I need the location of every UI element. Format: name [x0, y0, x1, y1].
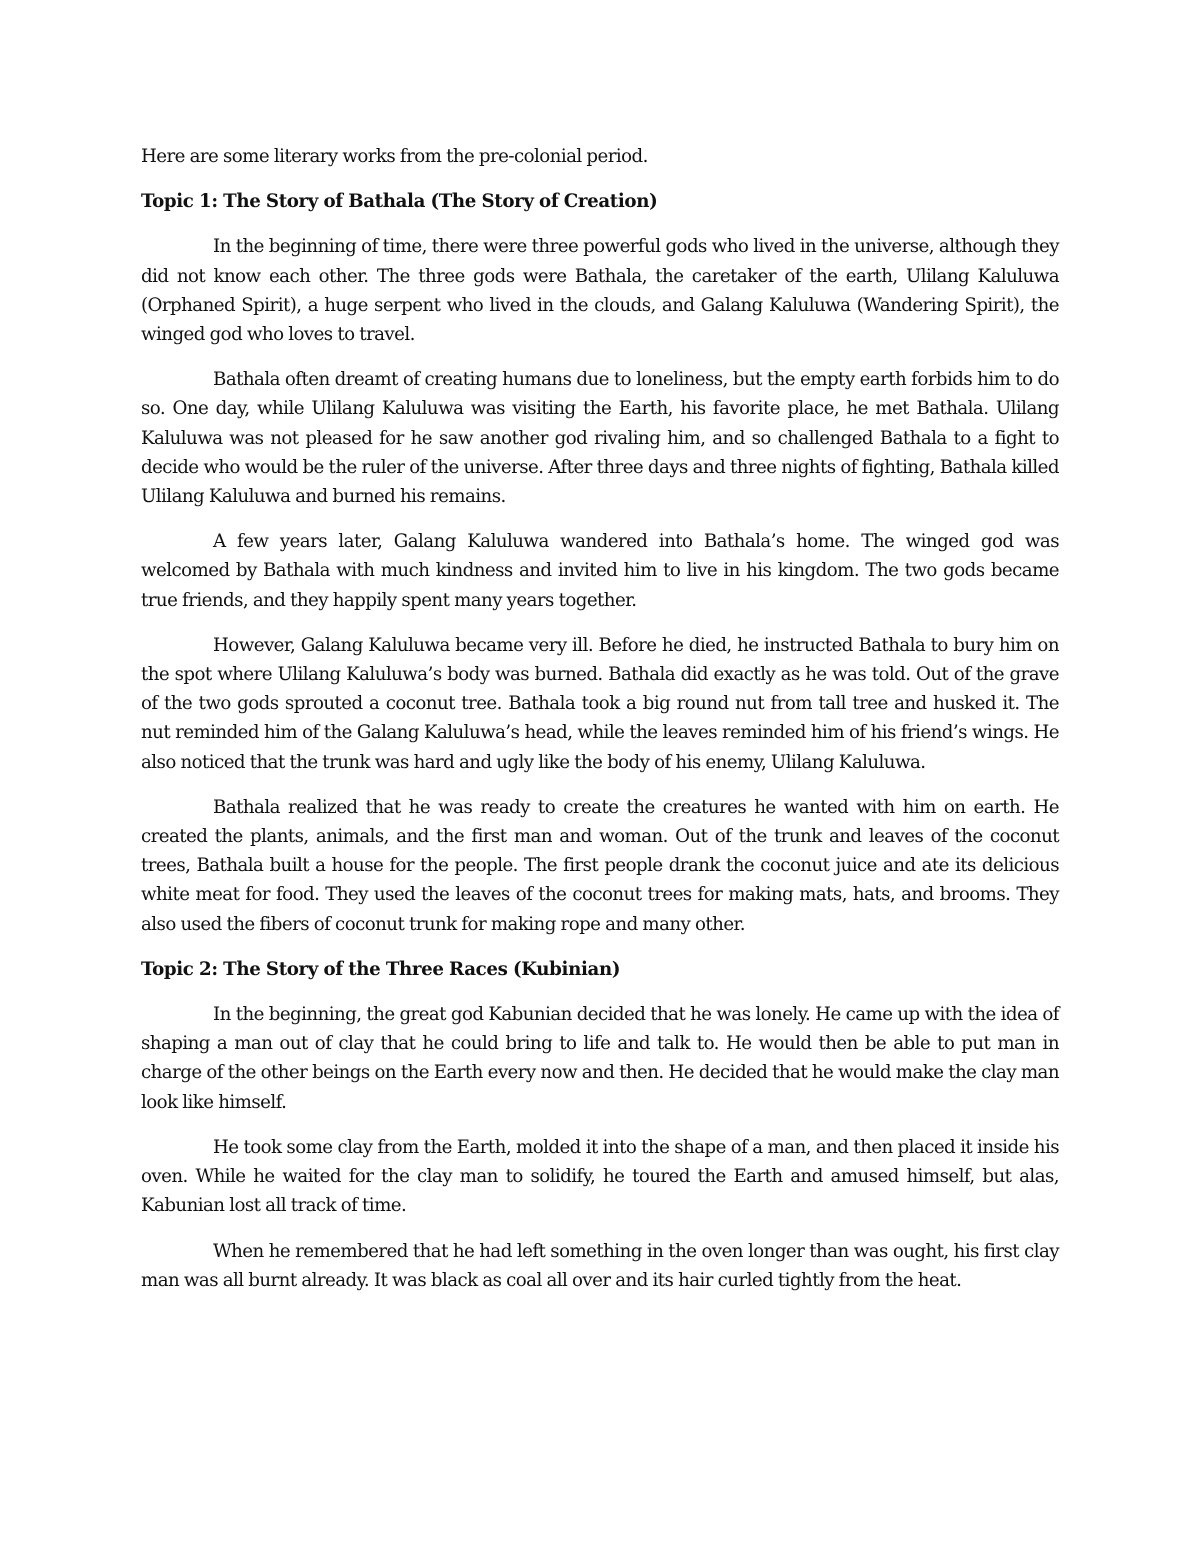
- topic-1-paragraph-4: However, Galang Kaluluwa became very ill. Before he died, he instructed Bathala to bury him on the spot where Ulilang Kaluluwa’s body was burned. Bathala did exactly as he was told. Out of the grave of the two gods sprouted a coconut tree. Bathala took a big round nut from tall tree and husked it. The nut reminded him of the Galang Kaluluwa’s head, while the leaves reminded him of his friend’s wings. He also noticed that the trunk was hard and ugly like the body of his enemy, Ulilang Kaluluwa.: [141, 634, 1059, 773]
- topic-2-paragraph-3: When he remembered that he had left something in the oven longer than was ought, his first clay man was all burnt already. It was black as coal all over and its hair curled tightly from the heat.: [141, 1240, 1059, 1291]
- topic-1-paragraph-1: In the beginning of time, there were three powerful gods who lived in the universe, although they did not know each other. The three gods were Bathala, the caretaker of the earth, Ulilang Kaluluwa (Orphaned Spirit), a huge serpent who lived in the clouds, and Galang Kaluluwa (Wandering Spirit), the winged god who loves to travel.: [141, 236, 1059, 346]
- topic-1-heading: Topic 1: The Story of Bathala (The Story of Creation): [141, 191, 658, 213]
- intro-text: Here are some literary works from the pre-colonial period.: [141, 146, 648, 167]
- topic-1-paragraph-5: Bathala realized that he was ready to create the creatures he wanted with him on earth. He created the plants, animals, and the first man and woman. Out of the trunk and leaves of the coconut trees, Bathala built a house for the people. The first people drank the coconut juice and ate its delicious white meat for food. They used the leaves of the coconut trees for making mats, hats, and brooms. They also used the fibers of coconut trunk for making rope and many other.: [141, 796, 1059, 935]
- topic-1-paragraph-3: A few years later, Galang Kaluluwa wandered into Bathala’s home. The winged god was welcomed by Bathala with much kindness and invited him to live in his kingdom. The two gods became true friends, and they happily spent many years together.: [141, 531, 1059, 611]
- document-body: [141, 142, 1059, 1295]
- topic-1-paragraph-2: Bathala often dreamt of creating humans due to loneliness, but the empty earth forbids him to do so. One day, while Ulilang Kaluluwa was visiting the Earth, his favorite place, he met Bathala. Ulilang Kaluluwa was not pleased for he saw another god rivaling him, and so challenged Bathala to a fight to decide who would be the ruler of the universe. After three days and three nights of fighting, Bathala killed Ulilang Kaluluwa and burned his remains.: [141, 369, 1059, 508]
- topic-2-paragraph-1: In the beginning, the great god Kabunian decided that he was lonely. He came up with the idea of shaping a man out of clay that he could bring to life and talk to. He would then be able to put man in charge of the other beings on the Earth every now and then. He decided that he would make the clay man look like himself.: [141, 1004, 1059, 1113]
- topic-2-heading: Topic 2: The Story of the Three Races (Kubinian): [141, 958, 621, 980]
- topic-2-paragraph-2: He took some clay from the Earth, molded it into the shape of a man, and then placed it inside his oven. While he waited for the clay man to solidify, he toured the Earth and amused himself, but alas, Kabunian lost all track of time.: [141, 1136, 1059, 1217]
